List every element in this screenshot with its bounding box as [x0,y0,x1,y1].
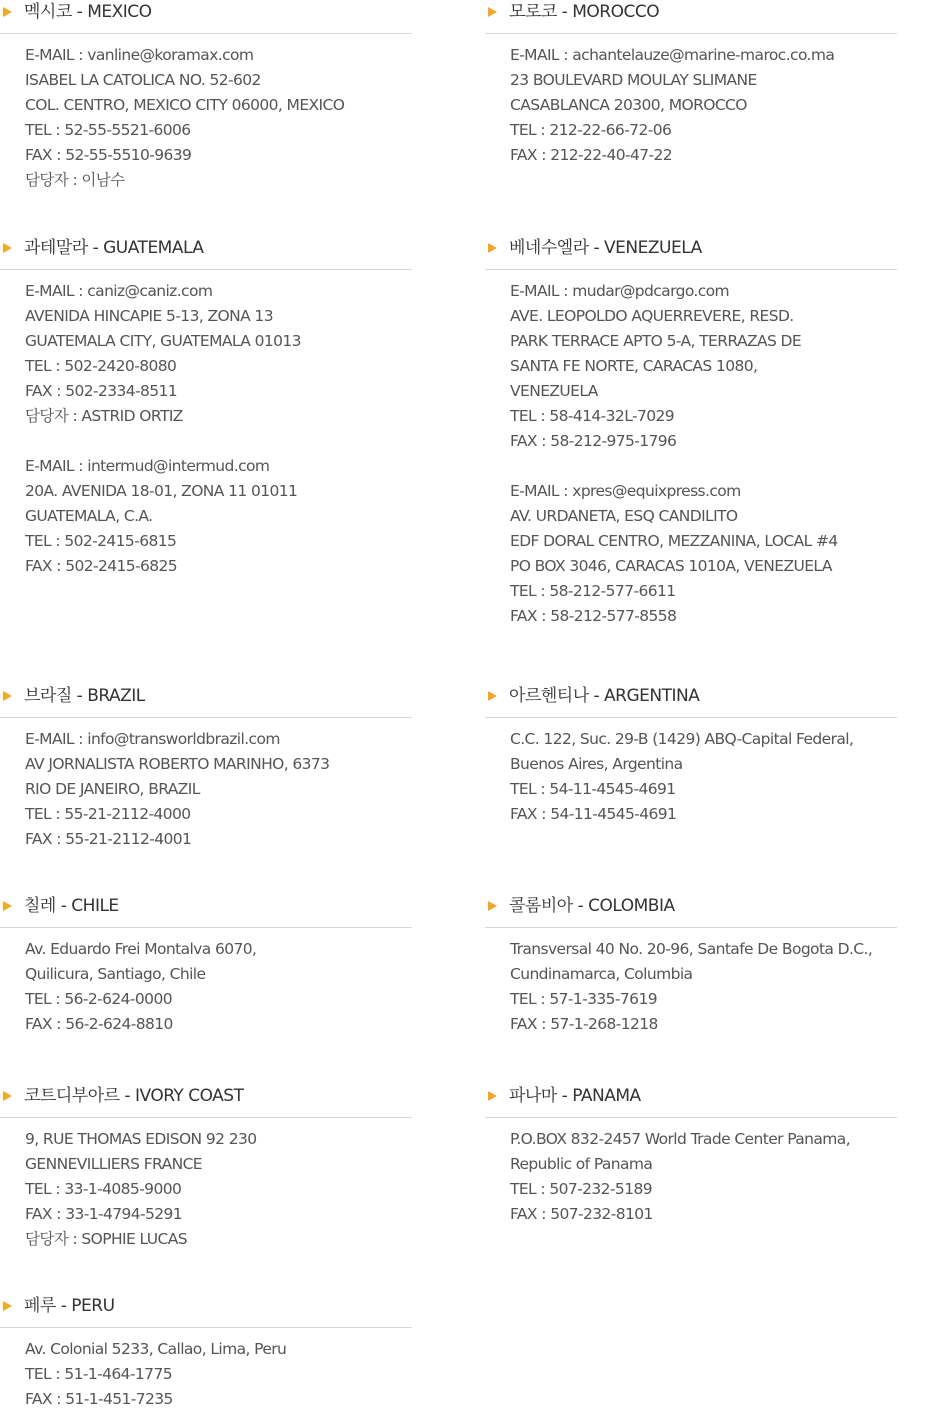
address-line: P.O.BOX 832-2457 World Trade Center Panama, [510,1130,851,1148]
divider [0,927,412,928]
office-heading [0,1084,412,1109]
office-heading [485,1084,897,1109]
tel-line: TEL : 212-22-66-72-06 [510,121,672,139]
office-title: 코트디부아르 - IVORY COAST [24,1086,244,1106]
arrow-bullet-icon [3,691,12,701]
divider [0,1327,412,1328]
contact-person-line: 담당자 : SOPHIE LUCAS [25,1230,188,1248]
divider [485,717,897,718]
email-line: E-MAIL : mudar@pdcargo.com [510,282,730,300]
fax-line: FAX : 502-2415-6825 [25,557,178,575]
divider [0,269,412,270]
office-heading [0,0,412,25]
address-line: Quilicura, Santiago, Chile [25,965,206,983]
contact-block [485,1127,897,1227]
fax-line: FAX : 57-1-268-1218 [510,1015,658,1033]
office-title: 과테말라 - GUATEMALA [24,238,204,258]
arrow-bullet-icon [3,1091,12,1101]
office-heading [485,684,897,709]
office-title: 멕시코 - MEXICO [24,2,152,22]
office-title: 베네수엘라 - VENEZUELA [509,238,702,258]
arrow-bullet-icon [488,243,497,253]
tel-line: TEL : 54-11-4545-4691 [510,780,676,798]
address-line: ISABEL LA CATOLICA NO. 52-602 [25,71,261,89]
arrow-bullet-icon [3,243,12,253]
arrow-bullet-icon [3,901,12,911]
divider [0,33,412,34]
contact-block [0,937,412,1037]
contact-block [485,727,897,827]
address-line: Transversal 40 No. 20-96, Santafe De Bogota D.C., [510,940,873,958]
email-line: E-MAIL : vanline@koramax.com [25,46,254,64]
tel-line: TEL : 33-1-4085-9000 [25,1180,182,1198]
address-line: 20A. AVENIDA 18-01, ZONA 11 01011 [25,482,298,500]
office-heading [0,1294,412,1319]
contact-block [0,43,412,193]
address-line: Av. Eduardo Frei Montalva 6070, [25,940,257,958]
office-chile [0,894,412,1037]
office-colombia [485,894,897,1037]
address-line: AVE. LEOPOLDO AQUERREVERE, RESD. [510,307,794,325]
address-line: Av. Colonial 5233, Callao, Lima, Peru [25,1340,287,1358]
contact-block [485,479,897,629]
tel-line: TEL : 507-232-5189 [510,1180,652,1198]
office-peru [0,1294,412,1412]
divider [485,927,897,928]
arrow-bullet-icon [488,691,497,701]
divider [485,269,897,270]
email-line: E-MAIL : xpres@equixpress.com [510,482,741,500]
arrow-bullet-icon [3,7,12,17]
contact-person-line: 담당자 : 이남수 [25,171,125,189]
office-heading [0,684,412,709]
email-line: E-MAIL : intermud@intermud.com [25,457,270,475]
contact-block [485,937,897,1037]
tel-line: TEL : 502-2420-8080 [25,357,177,375]
address-line: GUATEMALA CITY, GUATEMALA 01013 [25,332,301,350]
divider [485,1117,897,1118]
fax-line: FAX : 56-2-624-8810 [25,1015,173,1033]
address-line: VENEZUELA [510,382,598,400]
tel-line: TEL : 57-1-335-7619 [510,990,657,1008]
office-title: 브라질 - BRAZIL [24,686,145,706]
email-line: E-MAIL : info@transworldbrazil.com [25,730,280,748]
contact-block [0,279,412,429]
contact-block [485,279,897,454]
address-line: AV JORNALISTA ROBERTO MARINHO, 6373 [25,755,330,773]
office-title: 칠레 - CHILE [24,896,119,916]
divider [0,717,412,718]
office-morocco [485,0,897,168]
email-line: E-MAIL : caniz@caniz.com [25,282,213,300]
office-ivory-coast [0,1084,412,1252]
office-heading [0,894,412,919]
arrow-bullet-icon [3,1301,12,1311]
fax-line: FAX : 52-55-5510-9639 [25,146,192,164]
address-line: CASABLANCA 20300, MOROCCO [510,96,747,114]
address-line: SANTA FE NORTE, CARACAS 1080, [510,357,758,375]
address-line: RIO DE JANEIRO, BRAZIL [25,780,200,798]
office-title: 모로코 - MOROCCO [509,2,660,22]
fax-line: FAX : 51-1-451-7235 [25,1390,173,1408]
arrow-bullet-icon [488,901,497,911]
address-line: GUATEMALA, C.A. [25,507,153,525]
contact-block [485,43,897,168]
address-line: PARK TERRACE APTO 5-A, TERRAZAS DE [510,332,802,350]
office-panama [485,1084,897,1227]
office-heading [485,0,897,25]
address-line: Republic of Panama [510,1155,653,1173]
fax-line: FAX : 212-22-40-47-22 [510,146,673,164]
office-heading [0,236,412,261]
tel-line: TEL : 58-212-577-6611 [510,582,676,600]
address-line: 9, RUE THOMAS EDISON 92 230 [25,1130,257,1148]
office-title: 페루 - PERU [24,1296,115,1316]
contact-block [0,1127,412,1252]
office-title: 콜롬비아 - COLOMBIA [509,896,675,916]
tel-line: TEL : 51-1-464-1775 [25,1365,172,1383]
office-brazil [0,684,412,852]
office-heading [485,894,897,919]
fax-line: FAX : 507-232-8101 [510,1205,653,1223]
contact-block [0,454,412,579]
arrow-bullet-icon [488,7,497,17]
office-mexico [0,0,412,193]
tel-line: TEL : 52-55-5521-6006 [25,121,191,139]
divider [0,1117,412,1118]
address-line: AVENIDA HINCAPIE 5-13, ZONA 13 [25,307,273,325]
address-line: PO BOX 3046, CARACAS 1010A, VENEZUELA [510,557,832,575]
arrow-bullet-icon [488,1091,497,1101]
office-guatemala [0,236,412,579]
address-line: C.C. 122, Suc. 29-B (1429) ABQ-Capital Federal, [510,730,854,748]
address-line: 23 BOULEVARD MOULAY SLIMANE [510,71,757,89]
tel-line: TEL : 502-2415-6815 [25,532,177,550]
contact-block [0,727,412,852]
office-argentina [485,684,897,827]
address-line: GENNEVILLIERS FRANCE [25,1155,203,1173]
email-line: E-MAIL : achantelauze@marine-maroc.co.ma [510,46,835,64]
address-line: Cundinamarca, Columbia [510,965,693,983]
tel-line: TEL : 56-2-624-0000 [25,990,172,1008]
fax-line: FAX : 54-11-4545-4691 [510,805,677,823]
divider [485,33,897,34]
office-title: 파나마 - PANAMA [509,1086,641,1106]
tel-line: TEL : 55-21-2112-4000 [25,805,191,823]
address-line: Buenos Aires, Argentina [510,755,683,773]
fax-line: FAX : 55-21-2112-4001 [25,830,192,848]
fax-line: FAX : 33-1-4794-5291 [25,1205,183,1223]
address-line: EDF DORAL CENTRO, MEZZANINA, LOCAL #4 [510,532,838,550]
address-line: AV. URDANETA, ESQ CANDILITO [510,507,738,525]
office-heading [485,236,897,261]
office-title: 아르헨티나 - ARGENTINA [509,686,700,706]
contact-block [0,1337,412,1412]
office-venezuela [485,236,897,629]
contact-person-line: 담당자 : ASTRID ORTIZ [25,407,183,425]
fax-line: FAX : 502-2334-8511 [25,382,178,400]
address-line: COL. CENTRO, MEXICO CITY 06000, MEXICO [25,96,345,114]
fax-line: FAX : 58-212-577-8558 [510,607,677,625]
fax-line: FAX : 58-212-975-1796 [510,432,677,450]
tel-line: TEL : 58-414-32L-7029 [510,407,674,425]
